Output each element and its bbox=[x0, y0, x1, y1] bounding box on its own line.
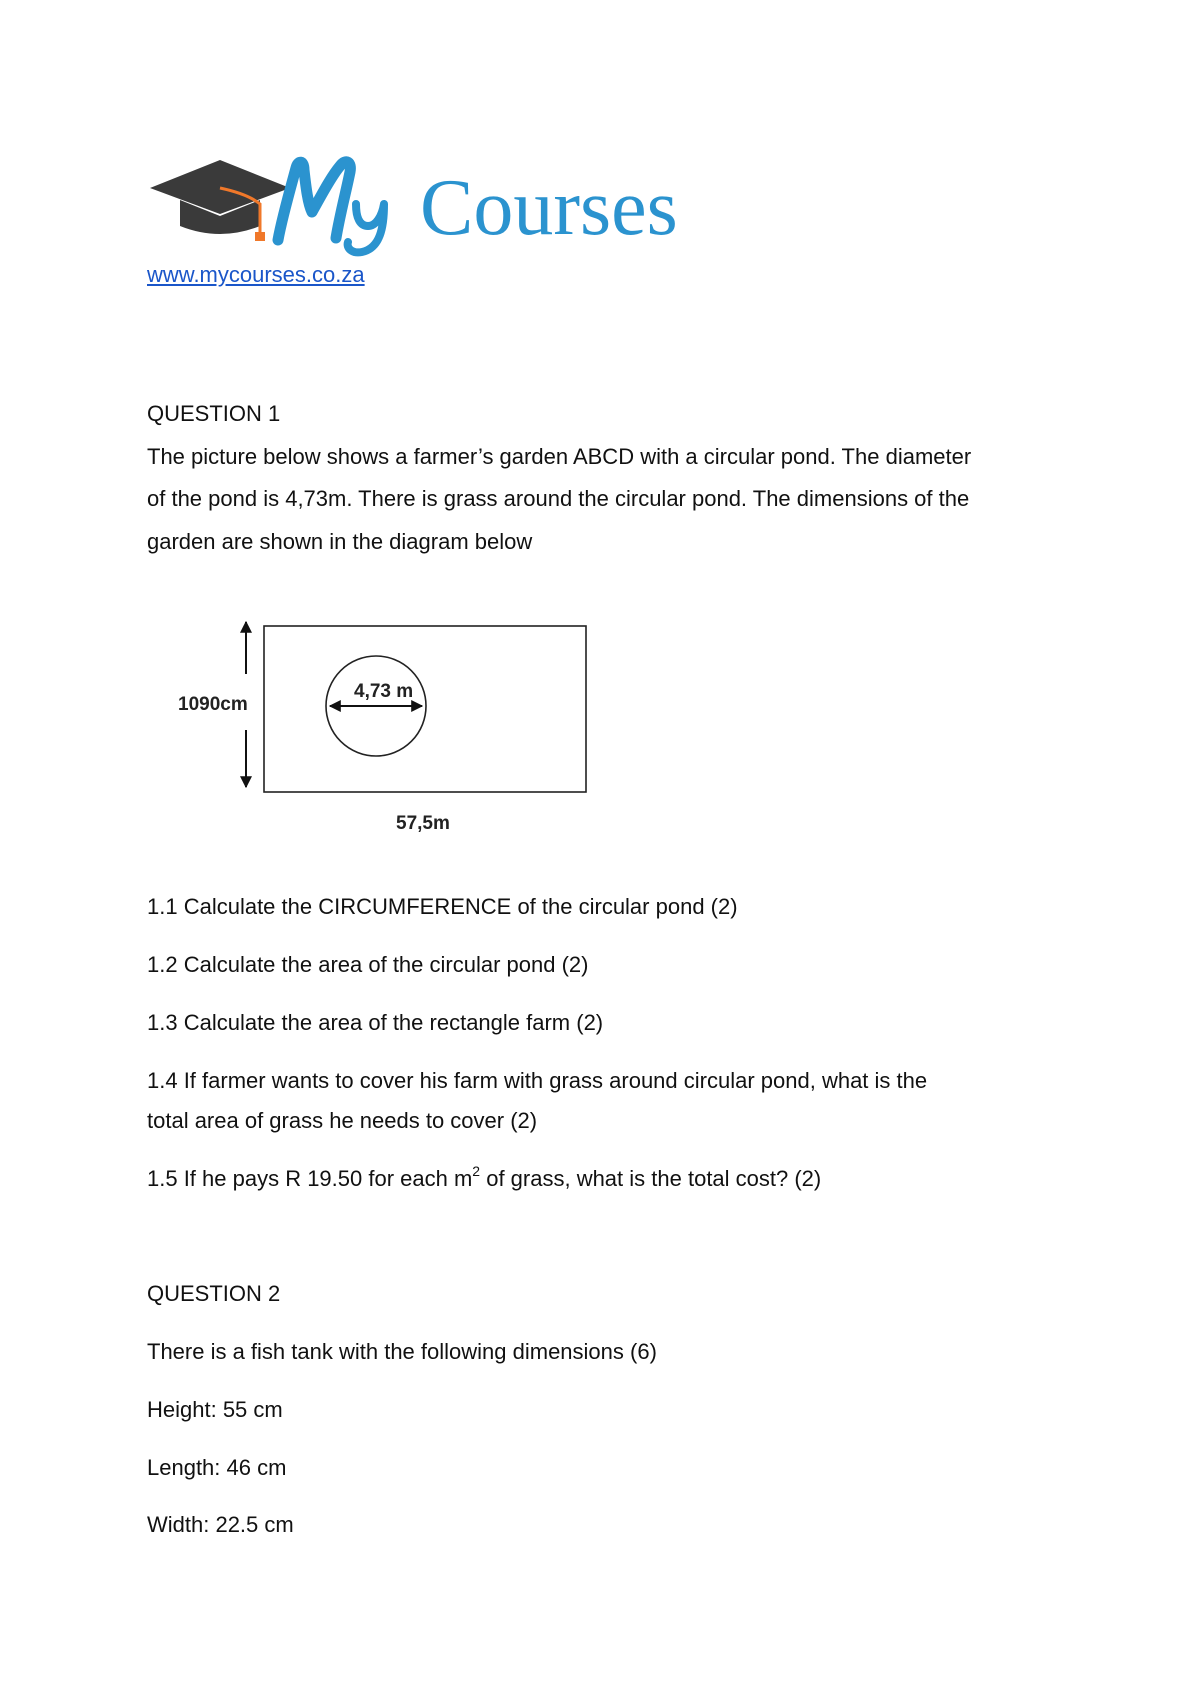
diameter-label: 4,73 m bbox=[354, 681, 414, 702]
question1-intro-line2: of the pond is 4,73m. There is grass around the circular pond. The dimensions of the bbox=[147, 486, 970, 511]
question1-5-text: 1.5 If he pays R 19.50 for each m bbox=[147, 1166, 473, 1191]
tank-height: Height: 55 cm bbox=[147, 1397, 283, 1422]
question1-intro-line3: garden are shown in the diagram below bbox=[147, 529, 533, 554]
height-label: 1090cm bbox=[178, 694, 248, 715]
question2-heading: QUESTION 2 bbox=[147, 1281, 281, 1306]
tank-length: Length: 46 cm bbox=[147, 1455, 287, 1480]
garden-diagram bbox=[170, 612, 610, 842]
logo-wordmark: Courses bbox=[420, 164, 678, 252]
question1-5 bbox=[147, 1158, 821, 1200]
question1-intro-line1: The picture below shows a farmer’s garden ABCD with a circular pond. The diameter bbox=[147, 444, 972, 469]
question1-4-line2: total area of grass he needs to cover (2) bbox=[147, 1108, 538, 1133]
question1-2: 1.2 Calculate the area of the circular pond (2) bbox=[147, 952, 589, 977]
garden-rectangle bbox=[264, 626, 586, 792]
question1-1: 1.1 Calculate the CIRCUMFERENCE of the circular pond (2) bbox=[147, 894, 738, 919]
question2-intro: There is a fish tank with the following dimensions (6) bbox=[147, 1339, 657, 1364]
superscript-2: 2 bbox=[472, 1162, 481, 1179]
tank-width: Width: 22.5 cm bbox=[147, 1512, 294, 1537]
question1-5-text-end: of grass, what is the total cost? (2) bbox=[480, 1166, 822, 1191]
website-link[interactable]: www.mycourses.co.za bbox=[147, 262, 365, 287]
length-label: 57,5m bbox=[396, 813, 450, 834]
question1-4-line1: 1.4 If farmer wants to cover his farm with grass around circular pond, what is the bbox=[147, 1068, 928, 1093]
question1-3: 1.3 Calculate the area of the rectangle farm (2) bbox=[147, 1010, 604, 1035]
question1-heading: QUESTION 1 bbox=[147, 401, 281, 426]
mycourses-logo bbox=[148, 148, 768, 258]
